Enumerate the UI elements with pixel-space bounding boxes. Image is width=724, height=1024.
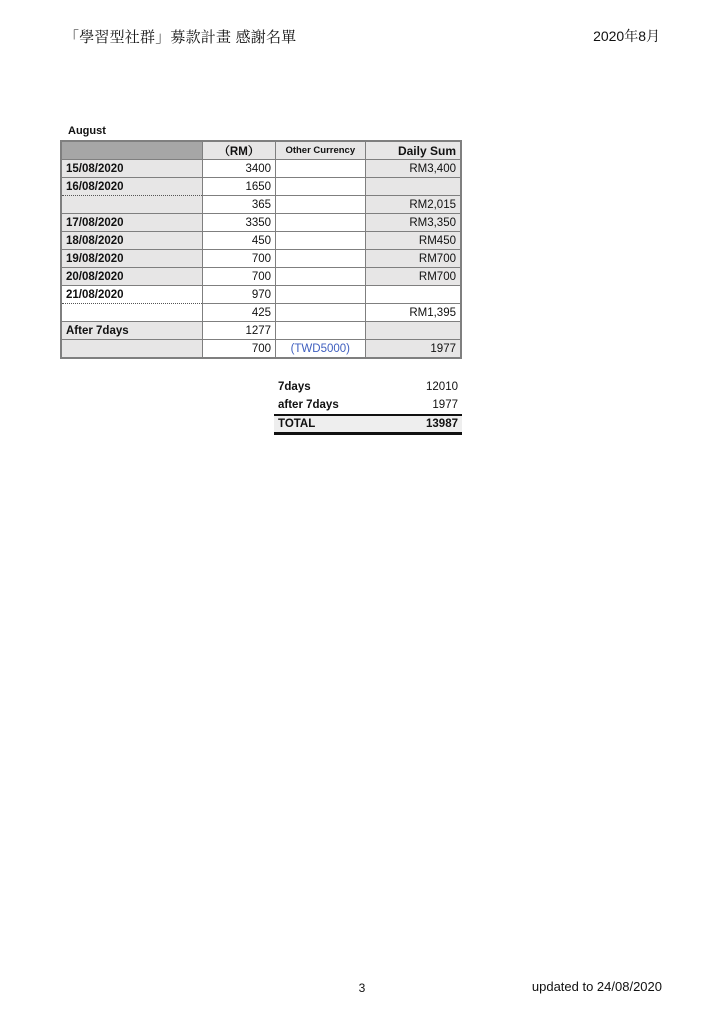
cell-date [61, 304, 202, 322]
donation-table [60, 140, 462, 359]
summary-box [274, 378, 462, 435]
cell-other [276, 322, 365, 340]
table-row [61, 232, 461, 250]
cell-rm: 970 [202, 286, 275, 304]
cell-date: 21/08/2020 [61, 286, 202, 304]
cell-other [276, 304, 365, 322]
page-number: 3 [358, 981, 366, 995]
table-row [61, 250, 461, 268]
cell-sum [365, 178, 461, 196]
table-header-row [61, 141, 461, 160]
cell-date [61, 196, 202, 214]
cell-date: 20/08/2020 [61, 268, 202, 286]
summary-label: TOTAL [278, 418, 316, 430]
cell-other [276, 196, 365, 214]
table-row [61, 178, 461, 196]
cell-sum: RM700 [365, 250, 461, 268]
cell-sum: RM700 [365, 268, 461, 286]
cell-rm: 365 [202, 196, 275, 214]
cell-other [276, 286, 365, 304]
summary-row-after-7days [274, 396, 462, 416]
cell-sum: RM450 [365, 232, 461, 250]
table-row [61, 340, 461, 359]
section-label: August [68, 125, 106, 137]
cell-rm: 700 [202, 340, 275, 359]
cell-date: 15/08/2020 [61, 160, 202, 178]
summary-value: 12010 [426, 381, 458, 393]
cell-sum: RM1,395 [365, 304, 461, 322]
cell-rm: 3400 [202, 160, 275, 178]
cell-other [276, 178, 365, 196]
cell-sum: 1977 [365, 340, 461, 359]
cell-date: 19/08/2020 [61, 250, 202, 268]
header-other-currency: Other Currency [276, 141, 365, 160]
cell-rm: 1277 [202, 322, 275, 340]
summary-value: 1977 [432, 399, 458, 411]
updated-note: updated to 24/08/2020 [531, 979, 662, 994]
table-row [61, 304, 461, 322]
table-row [61, 160, 461, 178]
cell-rm: 700 [202, 268, 275, 286]
cell-other [276, 250, 365, 268]
cell-rm: 3350 [202, 214, 275, 232]
summary-row-total [274, 416, 462, 435]
cell-sum [365, 286, 461, 304]
cell-sum: RM2,015 [365, 196, 461, 214]
table-row [61, 322, 461, 340]
cell-other [276, 232, 365, 250]
cell-other [276, 268, 365, 286]
cell-other: (TWD5000) [276, 340, 365, 359]
cell-other [276, 214, 365, 232]
cell-sum: RM3,350 [365, 214, 461, 232]
header-rm: （RM） [202, 141, 275, 160]
cell-rm: 450 [202, 232, 275, 250]
header-date [61, 141, 202, 160]
cell-date: After 7days [61, 322, 202, 340]
cell-other [276, 160, 365, 178]
summary-label: after 7days [278, 399, 339, 411]
summary-label: 7days [278, 381, 311, 393]
cell-date: 18/08/2020 [61, 232, 202, 250]
table-row [61, 286, 461, 304]
cell-sum [365, 322, 461, 340]
summary-value: 13987 [426, 418, 458, 430]
cell-rm: 700 [202, 250, 275, 268]
cell-date: 16/08/2020 [61, 178, 202, 196]
cell-rm: 1650 [202, 178, 275, 196]
cell-sum: RM3,400 [365, 160, 461, 178]
header-daily-sum: Daily Sum [365, 141, 461, 160]
table-row [61, 268, 461, 286]
document-date: 2020年8月 [593, 28, 660, 44]
cell-date [61, 340, 202, 359]
table-row [61, 214, 461, 232]
table-row [61, 196, 461, 214]
cell-rm: 425 [202, 304, 275, 322]
cell-date: 17/08/2020 [61, 214, 202, 232]
document-title: 「學習型社群」募款計畫 感謝名單 [64, 29, 297, 46]
summary-row-7days [274, 378, 462, 396]
